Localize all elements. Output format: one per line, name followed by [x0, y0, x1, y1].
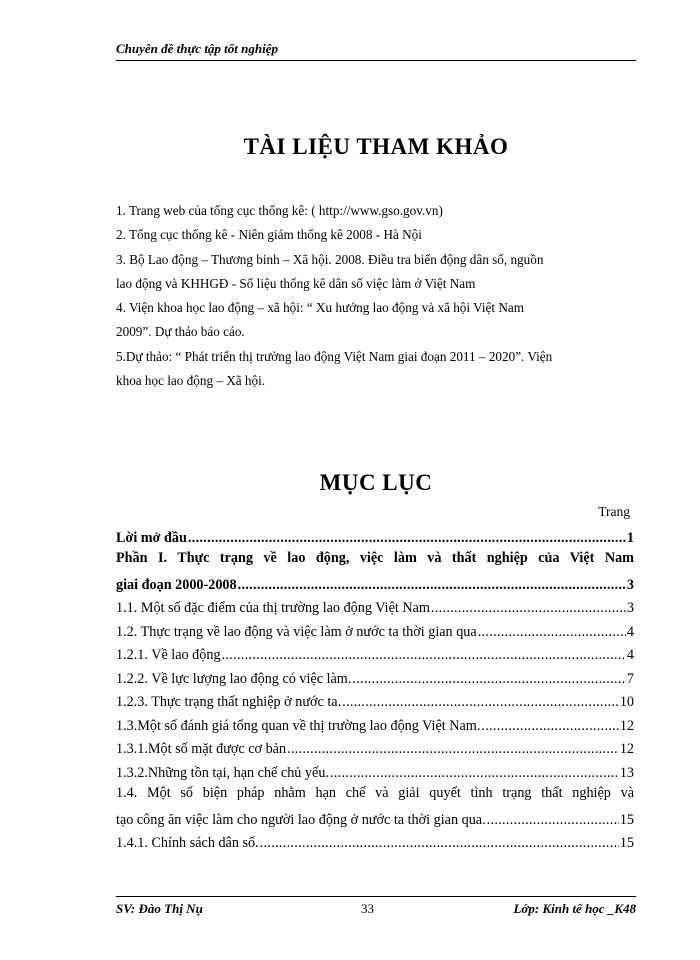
toc-dot-leader	[188, 530, 626, 547]
toc-dot-leader	[342, 694, 619, 711]
toc-entry-label: 1.4.1. Chính sách dân số.	[116, 835, 259, 851]
toc-entry[interactable]	[116, 805, 634, 829]
toc-entry-page: 3	[626, 600, 634, 616]
reference-line: 1. Trang web của tổng cục thống kê: ( http://www.gso.gov.vn)	[116, 203, 443, 218]
toc-entry[interactable]	[116, 547, 634, 571]
toc-page-header: Trang	[598, 504, 630, 519]
page-header	[116, 38, 636, 61]
toc-dot-leader	[431, 600, 626, 617]
reference-line: khoa học lao động – Xã hội.	[116, 373, 266, 389]
reference-line: 2009”. Dự thảo báo cáo.	[116, 324, 245, 340]
toc-entry[interactable]	[116, 688, 634, 712]
toc-entry-label: 1.2. Thực trạng về lao động và việc làm ở nước ta thời gian qua	[116, 623, 477, 640]
toc-entry[interactable]	[116, 617, 634, 641]
references-list	[116, 199, 636, 393]
toc-entry[interactable]	[116, 758, 634, 782]
toc-entry-label: Phần I. Thực trạng về lao động, việc làm và thất nghiệp của Việt Nam	[116, 549, 634, 566]
footer-class: Lớp: Kinh tế học _K48	[513, 901, 636, 916]
toc-dot-leader	[352, 671, 626, 688]
toc-entry-label: 1.4. Một số biện pháp nhằm hạn chế và giải quyết tình trạng thất nghiệp và	[116, 784, 634, 801]
toc-dot-leader	[487, 812, 619, 829]
footer-page-number: 33	[361, 901, 374, 916]
toc-entry[interactable]	[116, 711, 634, 735]
reference-line: lao động và KHHGĐ - Số liệu thống kê dân số việc làm ở Việt Nam	[116, 275, 476, 291]
toc-entry-label: giai đoạn 2000-2008	[116, 576, 237, 593]
toc-entry-label: tạo công ăn việc làm cho người lao động ở nước ta thời gian qua.	[116, 811, 486, 828]
toc-entry-page: 4	[626, 623, 634, 640]
toc-dot-leader	[287, 741, 619, 758]
toc-entry-page: 7	[626, 670, 634, 687]
page-footer	[116, 896, 636, 919]
toc-entry-label: Lời mở đầu	[116, 529, 187, 546]
toc-dot-leader	[330, 765, 619, 782]
toc-dot-leader	[478, 624, 626, 641]
header-text: Chuyên đề thực tập tốt nghiệp	[116, 41, 278, 56]
toc-entry-label: 1.3.1.Một số mặt được cơ bản	[116, 741, 287, 757]
toc-entry-page: 10	[619, 694, 634, 710]
toc-title: MỤC LỤC	[319, 470, 433, 495]
toc-entry[interactable]	[116, 641, 634, 665]
reference-line: 2. Tổng cục thống kê - Niên giám thống kê 2008 - Hà Nội	[116, 227, 422, 243]
toc-entry-label: 1.3.2.Những tồn tại, hạn chế chủ yếu.	[116, 764, 329, 781]
toc-entry-page: 4	[626, 647, 634, 663]
toc-entry-page: 12	[619, 717, 634, 734]
toc-entry[interactable]	[116, 523, 634, 547]
reference-line: 5.Dự thảo: “ Phát triển thị trường lao động Việt Nam giai đoạn 2011 – 2020”. Viện	[116, 348, 553, 364]
toc-entry-label: 1.2.1. Về lao động	[116, 647, 221, 663]
toc-entry-page: 1	[626, 529, 634, 546]
toc-entry[interactable]	[116, 594, 634, 618]
toc-entry[interactable]	[116, 782, 634, 806]
toc-entry-page: 13	[619, 764, 634, 781]
toc-dot-leader	[481, 718, 618, 735]
reference-line: 4. Viện khoa học lao động – xã hội: “ Xu hướng lao động và xã hội Việt Nam	[116, 300, 524, 316]
toc-entry-label: 1.2.3. Thực trạng thất nghiệp ở nước ta.	[116, 694, 342, 710]
footer-student: SV: Đào Thị Nụ	[116, 901, 203, 916]
toc-entry-page: 15	[619, 835, 634, 851]
toc-entry[interactable]	[116, 735, 634, 759]
references-title: TÀI LIỆU THAM KHẢO	[243, 134, 509, 159]
table-of-contents	[116, 523, 634, 852]
toc-entry[interactable]	[116, 570, 634, 594]
toc-entry-label: 1.3.Một số đánh giá tổng quan về thị trường lao động Việt Nam.	[116, 717, 481, 734]
reference-line: 3. Bộ Lao động – Thương binh – Xã hội. 2008. Điều tra biến động dân số, nguồn	[116, 251, 544, 267]
toc-entry-label: 1.2.2. Về lực lượng lao động có việc làm.	[116, 670, 352, 687]
toc-entry-label: 1.1. Một số đặc điểm của thị trường lao động Việt Nam	[116, 600, 430, 616]
toc-entry[interactable]	[116, 664, 634, 688]
toc-dot-leader	[260, 835, 619, 852]
toc-dot-leader	[222, 647, 626, 664]
toc-dot-leader	[238, 577, 626, 594]
toc-entry-page: 15	[619, 811, 634, 828]
toc-entry-page: 3	[626, 576, 634, 593]
toc-entry-page: 12	[619, 741, 634, 757]
toc-entry[interactable]	[116, 829, 634, 853]
